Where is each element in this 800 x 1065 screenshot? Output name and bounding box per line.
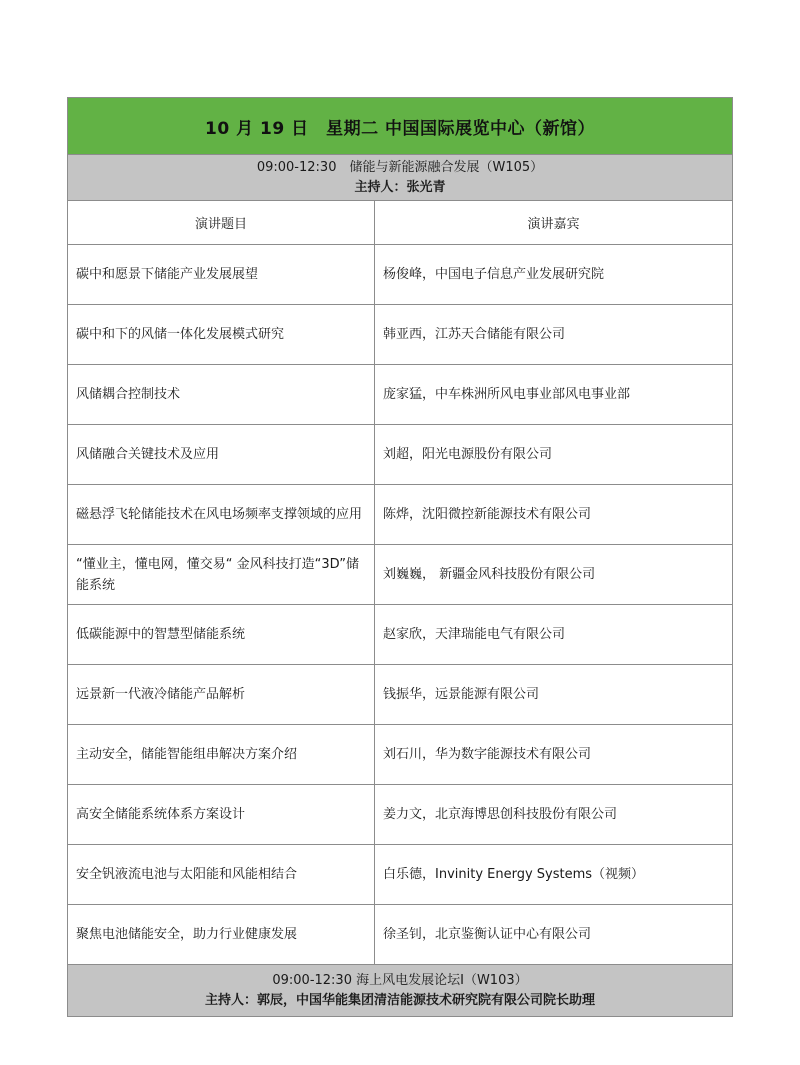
table-row bbox=[68, 365, 733, 425]
talk-topic: “懂业主，懂电网，懂交易“ 金风科技打造“3D”储能系统 bbox=[68, 545, 375, 605]
talk-topic: 碳中和下的风储一体化发展模式研究 bbox=[68, 305, 375, 365]
table-row bbox=[68, 485, 733, 545]
table-row bbox=[68, 425, 733, 485]
talk-topic: 远景新一代液冷储能产品解析 bbox=[68, 665, 375, 725]
table-row bbox=[68, 845, 733, 905]
table-row bbox=[68, 245, 733, 305]
session-time-title: 09:00-12:30 储能与新能源融合发展（W105） bbox=[256, 159, 544, 175]
table-row bbox=[68, 665, 733, 725]
talk-topic: 风储耦合控制技术 bbox=[68, 365, 375, 425]
table-row bbox=[68, 905, 733, 965]
talk-topic: 碳中和愿景下储能产业发展展望 bbox=[68, 245, 375, 305]
talk-speaker: 刘石川，华为数字能源技术有限公司 bbox=[375, 725, 733, 785]
talk-topic: 低碳能源中的智慧型储能系统 bbox=[68, 605, 375, 665]
talk-speaker: 杨俊峰，中国电子信息产业发展研究院 bbox=[375, 245, 733, 305]
talk-speaker: 徐圣钊，北京鉴衡认证中心有限公司 bbox=[375, 905, 733, 965]
schedule-table bbox=[67, 97, 733, 1017]
column-header-speaker: 演讲嘉宾 bbox=[375, 201, 733, 245]
next-session-header bbox=[68, 965, 733, 1017]
talk-topic: 高安全储能系统体系方案设计 bbox=[68, 785, 375, 845]
talk-speaker: 庞家猛，中车株洲所风电事业部风电事业部 bbox=[375, 365, 733, 425]
table-row bbox=[68, 605, 733, 665]
talk-speaker: 白乐德，Invinity Energy Systems（视频） bbox=[375, 845, 733, 905]
title-row bbox=[68, 98, 733, 155]
talk-topic: 主动安全，储能智能组串解决方案介绍 bbox=[68, 725, 375, 785]
next-session-time-title: 09:00-12:30 海上风电发展论坛Ⅰ（W103） bbox=[272, 972, 528, 988]
next-session-row bbox=[68, 965, 733, 1017]
column-header-row bbox=[68, 201, 733, 245]
talk-speaker: 韩亚西，江苏天合储能有限公司 bbox=[375, 305, 733, 365]
table-row bbox=[68, 725, 733, 785]
talk-speaker: 钱振华，远景能源有限公司 bbox=[375, 665, 733, 725]
session-host: 主持人：张光青 bbox=[354, 179, 446, 195]
event-title: 10 月 19 日 星期二 中国国际展览中心（新馆） bbox=[68, 98, 733, 155]
session-header bbox=[68, 155, 733, 201]
talk-speaker: 赵家欣，天津瑞能电气有限公司 bbox=[375, 605, 733, 665]
talk-topic: 风储融合关键技术及应用 bbox=[68, 425, 375, 485]
talk-speaker: 刘超，阳光电源股份有限公司 bbox=[375, 425, 733, 485]
talk-speaker: 刘巍巍， 新疆金风科技股份有限公司 bbox=[375, 545, 733, 605]
talk-speaker: 陈烨，沈阳微控新能源技术有限公司 bbox=[375, 485, 733, 545]
talk-speaker: 姜力文，北京海博思创科技股份有限公司 bbox=[375, 785, 733, 845]
column-header-topic: 演讲题目 bbox=[68, 201, 375, 245]
session-header-row bbox=[68, 155, 733, 201]
table-row bbox=[68, 305, 733, 365]
talk-topic: 磁悬浮飞轮储能技术在风电场频率支撑领域的应用 bbox=[68, 485, 375, 545]
next-session-host: 主持人：郭辰，中国华能集团清洁能源技术研究院有限公司院长助理 bbox=[204, 992, 595, 1008]
talk-topic: 聚焦电池储能安全，助力行业健康发展 bbox=[68, 905, 375, 965]
table-row bbox=[68, 545, 733, 605]
table-row bbox=[68, 785, 733, 845]
talk-topic: 安全钒液流电池与太阳能和风能相结合 bbox=[68, 845, 375, 905]
